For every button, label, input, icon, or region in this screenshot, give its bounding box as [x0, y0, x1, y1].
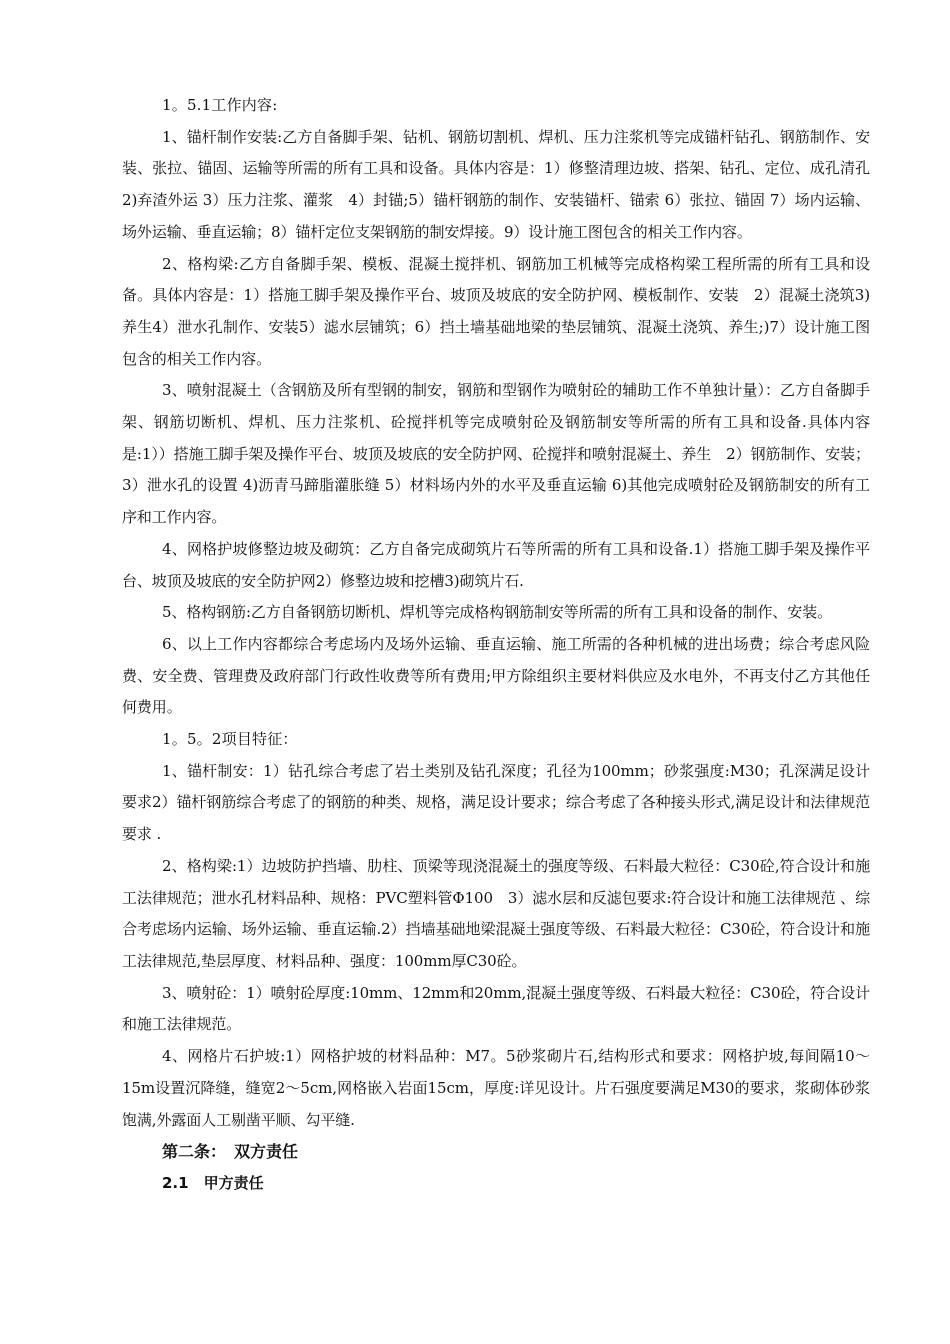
paragraph-anchor-installation: 1、锚杆制作安装:乙方自备脚手架、钻机、钢筋切割机、焊机、压力注浆机等完成锚杆钻孔、钢筋制作、安装、张拉、锚固、运输等所需的所有工具和设备。具体内容是：1）修整清理边坡、搭架、钻孔、定位、成孔清孔 2)弃渣外运 3）压力注浆、灌浆 4）封锚;5）锚杆钢筋的制作、安装锚杆、锚索 6）张拉、锚固 7）场内运输、场外运输、垂直运输；8）锚杆定位支架钢筋的制安焊接。9）设计施工图包含的相关工作内容。 — [122, 127, 885, 241]
document-body — [122, 90, 885, 1200]
paragraph-comprehensive-costs: 6、以上工作内容都综合考虑场内及场外运输、垂直运输、施工所需的各种机械的进出场费；综合考虑风险费、安全费、管理费及政府部门行政性收费等所有费用;甲方除组织主要材料供应及水电外，不再支付乙方其他任何费用。 — [122, 634, 870, 717]
heading-1-5-2: 1。5。2项目特征： — [162, 730, 298, 749]
section-heading-article-2: 第二条： 双方责任 — [162, 1142, 299, 1162]
paragraph-lattice-rebar: 5、格构钢筋:乙方自备钢筋切断机、焊机等完成格构钢筋制安等所需的所有工具和设备的制作、安装。 — [162, 603, 833, 622]
paragraph-shotcrete: 3、喷射混凝土（含钢筋及所有型钢的制安，钢筋和型钢作为喷射砼的辅助工作不单独计量）：乙方自备脚手架、钢筋切断机、焊机、压力注浆机、砼搅拌机等完成喷射砼及钢筋制安等所需的所有工具和设备.具体内容是:1））搭施工脚手架及操作平台、坡顶及坡底的安全防护网、砼搅拌和喷射混凝土、养生 2）钢筋制作、安装；3）泄水孔的设置 4)沥青马蹄脂灌胀缝 5）材料场内外的水平及垂直运输 6)其他完成喷射砼及钢筋制安的所有工序和工作内容。 — [122, 381, 870, 527]
paragraph-anchor-features: 1、锚杆制安：1）钻孔综合考虑了岩土类别及钻孔深度；孔径为100mm；砂浆强度:M30；孔深满足设计要求2）锚杆钢筋综合考虑了的钢筋的种类、规格，满足设计要求；综合考虑了各种接头形式,满足设计和法律规范要求 . — [122, 761, 870, 844]
paragraph-grid-slope: 4、网格护坡修整边坡及砌筑：乙方自备完成砌筑片石等所需的所有工具和设备.1）搭施工脚手架及操作平台、坡顶及坡底的安全防护网2）修整边坡和挖槽3)砌筑片石. — [122, 539, 870, 590]
heading-1-5-1: 1。5.1工作内容: — [162, 96, 278, 114]
subsection-heading-2-1: 2.1 甲方责任 — [162, 1173, 264, 1192]
paragraph-lattice-beam-features: 2、格构梁:1）边坡防护挡墙、肋柱、顶梁等现浇混凝土的强度等级、石料最大粒径：C30砼,符合设计和施工法律规范；泄水孔材料品种、规格：PVC塑料管Φ100 3）滤水层和反滤包要求:符合设计和施工法律规范 、综合考虑场内运输、场外运输、垂直运输.2）挡墙基础地梁混凝土强度等级、石料最大粒径：C30砼，符合设计和施工法律规范,垫层厚度、材料品种、强度：100mm厚C30砼。 — [122, 856, 870, 970]
paragraph-grid-stone-features: 4、网格片石护坡:1）网格护坡的材料品种：M7。5砂浆砌片石,结构形式和要求：网格护坡,每间隔10～15m设置沉降缝，缝宽2～5cm,网格嵌入岩面15cm，厚度:详见设计。片石强度要满足M30的要求，浆砌体砂浆饱满,外露面人工剔凿平顺、勾平缝. — [122, 1047, 870, 1129]
paragraph-shotcrete-features: 3、喷射砼：1）喷射砼厚度:10mm、12mm和20mm,混凝土强度等级、石料最大粒径：C30砼，符合设计和施工法律规范。 — [122, 983, 870, 1034]
paragraph-lattice-beam: 2、格构梁:乙方自备脚手架、模板、混凝土搅拌机、钢筋加工机械等完成格构梁工程所需的所有工具和设备。具体内容是：1）搭施工脚手架及操作平台、坡顶及坡底的安全防护网、模板制作、安装 2）混凝土浇筑3)养生4）泄水孔制作、安装5）滤水层铺筑；6）挡土墙基础地梁的垫层铺筑、混凝土浇筑、养生;)7）设计施工图包含的相关工作内容。 — [122, 254, 870, 368]
